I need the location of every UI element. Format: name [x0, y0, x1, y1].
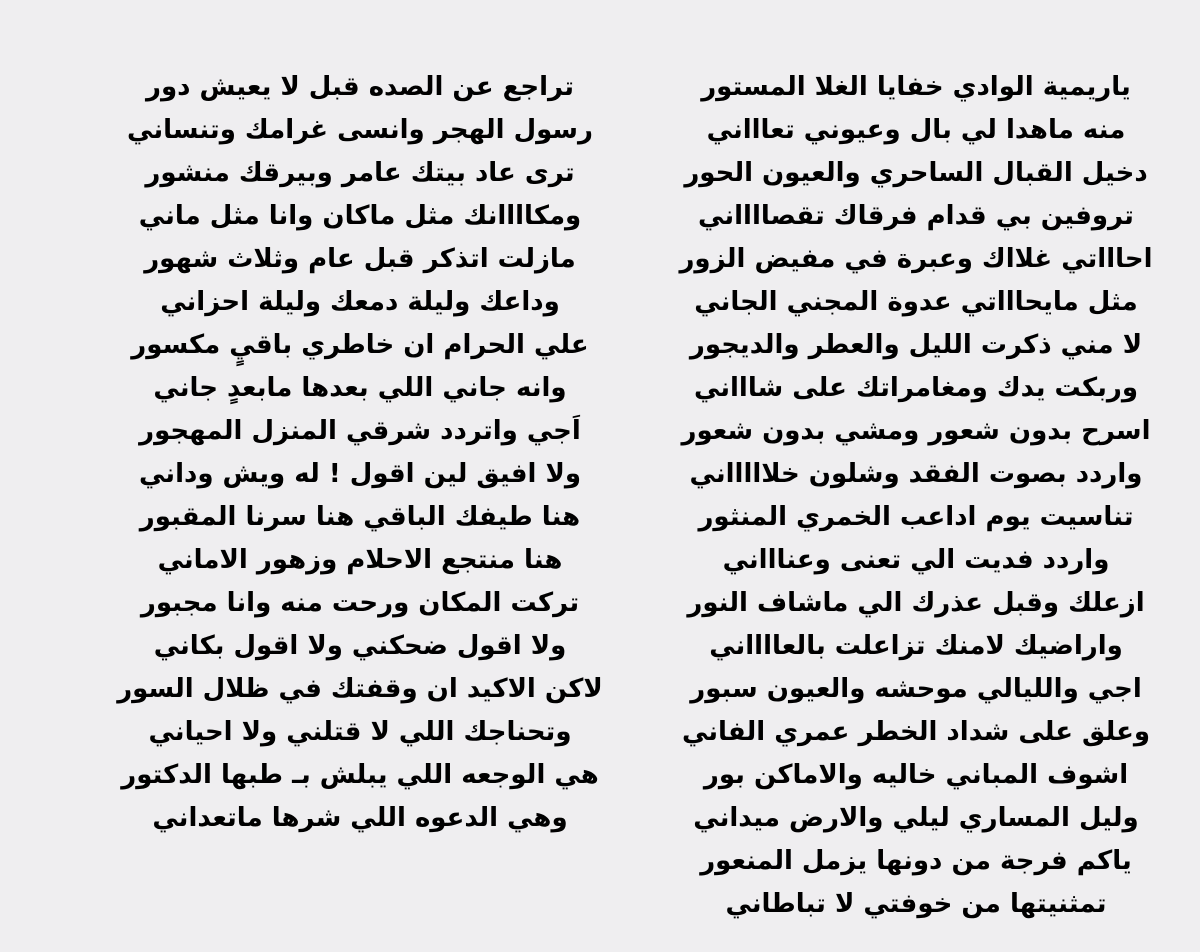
poem-line: اسرح بدون شعور ومشي بدون شعور — [681, 416, 1151, 446]
poem-line: وعلق على شداد الخطر عمري الفاني — [681, 717, 1151, 747]
poem-line: مازلت اتذكر قبل عام وثلاث شهور — [144, 244, 576, 274]
poem-line: ازعلك وقبل عذرك الي ماشاف النور — [687, 588, 1145, 618]
poem-line: ولا اقول ضحكني ولا اقول بكاني — [153, 631, 567, 661]
poem-line: اَجي واتردد شرقي المنزل المهجور — [139, 416, 581, 446]
poem-line: واردد فديت الي تعنى وعناااني — [722, 545, 1110, 575]
poem-line: واراضيك لامنك تزاعلت بالعااااني — [709, 631, 1123, 661]
poem-line: اجي والليالي موحشه والعيون سبور — [690, 674, 1142, 704]
poem-line: دخيل القبال الساحري والعيون الحور — [684, 158, 1148, 188]
poem-line: لا مني ذكرت الليل والعطر والديجور — [689, 330, 1143, 360]
poem-line: تمثنيتها من خوفتي لا تباطاني — [725, 889, 1107, 919]
poem-line: وتحناجك اللي لا قتلني ولا احياني — [148, 717, 572, 747]
poem-line: ولا افيق لين اقول ! له ويش وداني — [139, 459, 581, 489]
poem-line: تراجع عن الصده قبل لا يعيش دور — [146, 72, 574, 102]
poem-line: ياريمية الوادي خفايا الغلا المستور — [701, 72, 1131, 102]
poem-line: مثل مايحاااتي عدوة المجني الجاني — [694, 287, 1138, 317]
poem-right-column — [666, 66, 1166, 926]
poem-line: تركت المكان ورحت منه وانا مجبور — [140, 588, 580, 618]
poem-line: وانه جاني اللي بعدها مابعدٍ جاني — [153, 373, 567, 403]
poem-line: رسول الهجر وانسى غرامك وتنساني — [127, 115, 593, 145]
poem-line: منه ماهدا لي بال وعيوني تعاااني — [706, 115, 1126, 145]
poem-line: هي الوجعه اللي يبلش بـ طبها الدكتور — [121, 760, 599, 790]
poem-line: وداعك وليلة دمعك وليلة احزاني — [160, 287, 560, 317]
poem-line: وهي الدعوه اللي شرها ماتعداني — [152, 803, 568, 833]
poem-line: علي الحرام ان خاطري باقيٍ مكسور — [131, 330, 589, 360]
poem-line: لاكن الاكيد ان وقفتك في ظلال السور — [117, 674, 603, 704]
poem-line: وربكت يدك ومغامراتك على شاااني — [693, 373, 1139, 403]
poem-line: هنا طيفك الباقي هنا سرنا المقبور — [139, 502, 581, 532]
poem-line: هنا منتجع الاحلام وزهور الاماني — [157, 545, 563, 575]
poem-line: تروفين بي قدام فرقاك تقصااااني — [698, 201, 1134, 231]
poem-line: اشوف المباني خاليه والاماكن بور — [703, 760, 1129, 790]
poem-line: احاااتي غلااك وعبرة في مفيض الزور — [679, 244, 1153, 274]
poem-line: ياكم فرجة من دونها يزمل المنعور — [700, 846, 1132, 876]
poem-line: واردد بصوت الفقد وشلون خلاااااني — [689, 459, 1143, 489]
poem-line: ترى عاد بيتك عامر وبيرقك منشور — [145, 158, 575, 188]
poem-left-column — [110, 66, 610, 840]
poem-line: وليل المساري ليلي والارض ميداني — [693, 803, 1139, 833]
poem-line: تناسيت يوم اداعب الخمري المنثور — [698, 502, 1134, 532]
poem-line: ومكاااانك مثل ماكان وانا مثل ماني — [138, 201, 582, 231]
